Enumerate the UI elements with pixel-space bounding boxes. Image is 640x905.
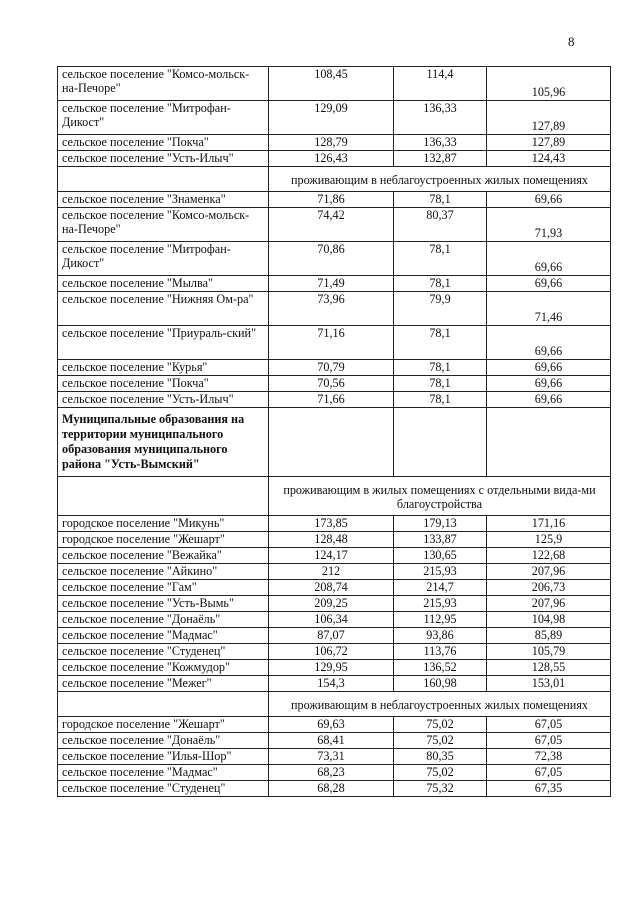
value-3: 105,79 (487, 644, 611, 660)
value-3: 67,05 (487, 717, 611, 733)
value-3: 71,93 (487, 208, 611, 242)
value-2: 78,1 (394, 360, 487, 376)
settlement-name: сельское поселение "Кожмудор" (58, 660, 269, 676)
value-1: 126,43 (269, 151, 394, 167)
value-2: 112,95 (394, 612, 487, 628)
settlement-name: сельское поселение "Донаёль" (58, 612, 269, 628)
value-2: 78,1 (394, 376, 487, 392)
value-3: 127,89 (487, 101, 611, 135)
table-row (58, 242, 611, 276)
settlement-name: сельское поселение "Мадмас" (58, 628, 269, 644)
settlement-name: сельское поселение "Курья" (58, 360, 269, 376)
value-1: 68,28 (269, 781, 394, 797)
value-1: 87,07 (269, 628, 394, 644)
settlement-name: сельское поселение "Студенец" (58, 781, 269, 797)
value-1: 108,45 (269, 67, 394, 101)
table-row (58, 392, 611, 408)
group-header-row (58, 408, 611, 477)
value-3: 104,98 (487, 612, 611, 628)
value-1: 128,79 (269, 135, 394, 151)
value-1: 69,63 (269, 717, 394, 733)
settlement-name: сельское поселение "Айкино" (58, 564, 269, 580)
value-2: 78,1 (394, 276, 487, 292)
settlement-name: сельское поселение "Усть-Илыч" (58, 392, 269, 408)
value-3: 128,55 (487, 660, 611, 676)
page-number: 8 (568, 34, 575, 49)
value-1: 71,16 (269, 326, 394, 360)
value-3: 72,38 (487, 749, 611, 765)
settlement-name: сельское поселение "Илья-Шор" (58, 749, 269, 765)
settlement-name: сельское поселение "Усть-Вымь" (58, 596, 269, 612)
empty-cell (58, 692, 269, 717)
value-2: 136,33 (394, 135, 487, 151)
empty-cell (58, 167, 269, 192)
table-row (58, 67, 611, 101)
value-2: 179,13 (394, 516, 487, 532)
value-3: 71,46 (487, 292, 611, 326)
value-1: 106,72 (269, 644, 394, 660)
value-3: 105,96 (487, 67, 611, 101)
value-1: 70,79 (269, 360, 394, 376)
empty-cell (269, 408, 394, 477)
table-row (58, 676, 611, 692)
settlement-name: сельское поселение "Усть-Илыч" (58, 151, 269, 167)
value-2: 160,98 (394, 676, 487, 692)
value-1: 212 (269, 564, 394, 580)
settlement-name: сельское поселение "Приураль-ский" (58, 326, 269, 360)
subheader: проживающим в жилых помещениях с отдельными вида-ми благоустройства (269, 477, 611, 516)
settlement-name: городское поселение "Жешарт" (58, 532, 269, 548)
value-2: 78,1 (394, 392, 487, 408)
settlement-name: сельское поселение "Гам" (58, 580, 269, 596)
table-row (58, 644, 611, 660)
value-2: 78,1 (394, 326, 487, 360)
value-3: 207,96 (487, 596, 611, 612)
settlement-name: сельское поселение "Митрофан-Дикост" (58, 242, 269, 276)
value-1: 71,66 (269, 392, 394, 408)
value-1: 71,86 (269, 192, 394, 208)
value-2: 215,93 (394, 564, 487, 580)
value-1: 124,17 (269, 548, 394, 564)
value-2: 130,65 (394, 548, 487, 564)
table-row (58, 532, 611, 548)
group-header: Муниципальные образования на территории муниципального образования муниципального района "Усть-Вымский" (58, 408, 269, 477)
table-row (58, 580, 611, 596)
value-2: 80,37 (394, 208, 487, 242)
value-1: 208,74 (269, 580, 394, 596)
settlement-name: сельское поселение "Митрофан-Дикост" (58, 101, 269, 135)
tariff-table (57, 66, 611, 797)
settlement-name: сельское поселение "Комсо-мольск-на-Печоре" (58, 208, 269, 242)
empty-cell (394, 408, 487, 477)
settlement-name: сельское поселение "Знаменка" (58, 192, 269, 208)
settlement-name: сельское поселение "Межег" (58, 676, 269, 692)
value-3: 69,66 (487, 192, 611, 208)
table-row (58, 660, 611, 676)
value-2: 214,7 (394, 580, 487, 596)
settlement-name: сельское поселение "Комсо-мольск-на-Печоре" (58, 67, 269, 101)
subheader-row (58, 167, 611, 192)
value-2: 114,4 (394, 67, 487, 101)
table-row (58, 326, 611, 360)
settlement-name: сельское поселение "Покча" (58, 135, 269, 151)
value-1: 74,42 (269, 208, 394, 242)
value-3: 69,66 (487, 242, 611, 276)
table-row (58, 192, 611, 208)
subheader: проживающим в неблагоустроенных жилых помещениях (269, 167, 611, 192)
table-row (58, 548, 611, 564)
value-2: 75,02 (394, 733, 487, 749)
value-2: 75,32 (394, 781, 487, 797)
value-3: 125,9 (487, 532, 611, 548)
value-3: 69,66 (487, 392, 611, 408)
value-3: 207,96 (487, 564, 611, 580)
table-row (58, 596, 611, 612)
subheader: проживающим в неблагоустроенных жилых помещениях (269, 692, 611, 717)
value-1: 154,3 (269, 676, 394, 692)
value-3: 127,89 (487, 135, 611, 151)
settlement-name: сельское поселение "Студенец" (58, 644, 269, 660)
table-row (58, 516, 611, 532)
value-3: 122,68 (487, 548, 611, 564)
settlement-name: городское поселение "Микунь" (58, 516, 269, 532)
subheader-row (58, 477, 611, 516)
value-1: 70,56 (269, 376, 394, 392)
value-1: 129,09 (269, 101, 394, 135)
table-row (58, 376, 611, 392)
value-3: 67,05 (487, 733, 611, 749)
value-1: 68,23 (269, 765, 394, 781)
table-row (58, 612, 611, 628)
empty-cell (487, 408, 611, 477)
value-2: 79,9 (394, 292, 487, 326)
value-3: 153,01 (487, 676, 611, 692)
value-3: 85,89 (487, 628, 611, 644)
table-row (58, 276, 611, 292)
value-2: 78,1 (394, 242, 487, 276)
value-1: 106,34 (269, 612, 394, 628)
settlement-name: сельское поселение "Вежайка" (58, 548, 269, 564)
table-row (58, 135, 611, 151)
value-3: 69,66 (487, 276, 611, 292)
settlement-name: сельское поселение "Нижняя Ом-ра" (58, 292, 269, 326)
subheader-row (58, 692, 611, 717)
table-row (58, 749, 611, 765)
value-1: 68,41 (269, 733, 394, 749)
value-1: 73,96 (269, 292, 394, 326)
settlement-name: городское поселение "Жешарт" (58, 717, 269, 733)
value-3: 206,73 (487, 580, 611, 596)
table-row (58, 360, 611, 376)
empty-cell (58, 477, 269, 516)
value-2: 75,02 (394, 765, 487, 781)
value-1: 129,95 (269, 660, 394, 676)
table-row (58, 628, 611, 644)
table-row (58, 151, 611, 167)
value-3: 67,05 (487, 765, 611, 781)
value-1: 70,86 (269, 242, 394, 276)
value-2: 215,93 (394, 596, 487, 612)
table-row (58, 717, 611, 733)
value-2: 136,33 (394, 101, 487, 135)
value-1: 209,25 (269, 596, 394, 612)
table-row (58, 733, 611, 749)
table-row (58, 101, 611, 135)
table-row (58, 564, 611, 580)
value-2: 133,87 (394, 532, 487, 548)
value-1: 71,49 (269, 276, 394, 292)
value-3: 67,35 (487, 781, 611, 797)
value-3: 69,66 (487, 326, 611, 360)
table-row (58, 765, 611, 781)
value-2: 78,1 (394, 192, 487, 208)
table-row (58, 781, 611, 797)
value-3: 171,16 (487, 516, 611, 532)
value-3: 69,66 (487, 360, 611, 376)
value-2: 136,52 (394, 660, 487, 676)
value-1: 128,48 (269, 532, 394, 548)
value-2: 132,87 (394, 151, 487, 167)
value-3: 124,43 (487, 151, 611, 167)
value-2: 75,02 (394, 717, 487, 733)
settlement-name: сельское поселение "Покча" (58, 376, 269, 392)
value-3: 69,66 (487, 376, 611, 392)
value-2: 113,76 (394, 644, 487, 660)
value-2: 80,35 (394, 749, 487, 765)
settlement-name: сельское поселение "Донаёль" (58, 733, 269, 749)
table-row (58, 292, 611, 326)
settlement-name: сельское поселение "Мылва" (58, 276, 269, 292)
value-1: 73,31 (269, 749, 394, 765)
table-row (58, 208, 611, 242)
value-1: 173,85 (269, 516, 394, 532)
value-2: 93,86 (394, 628, 487, 644)
settlement-name: сельское поселение "Мадмас" (58, 765, 269, 781)
